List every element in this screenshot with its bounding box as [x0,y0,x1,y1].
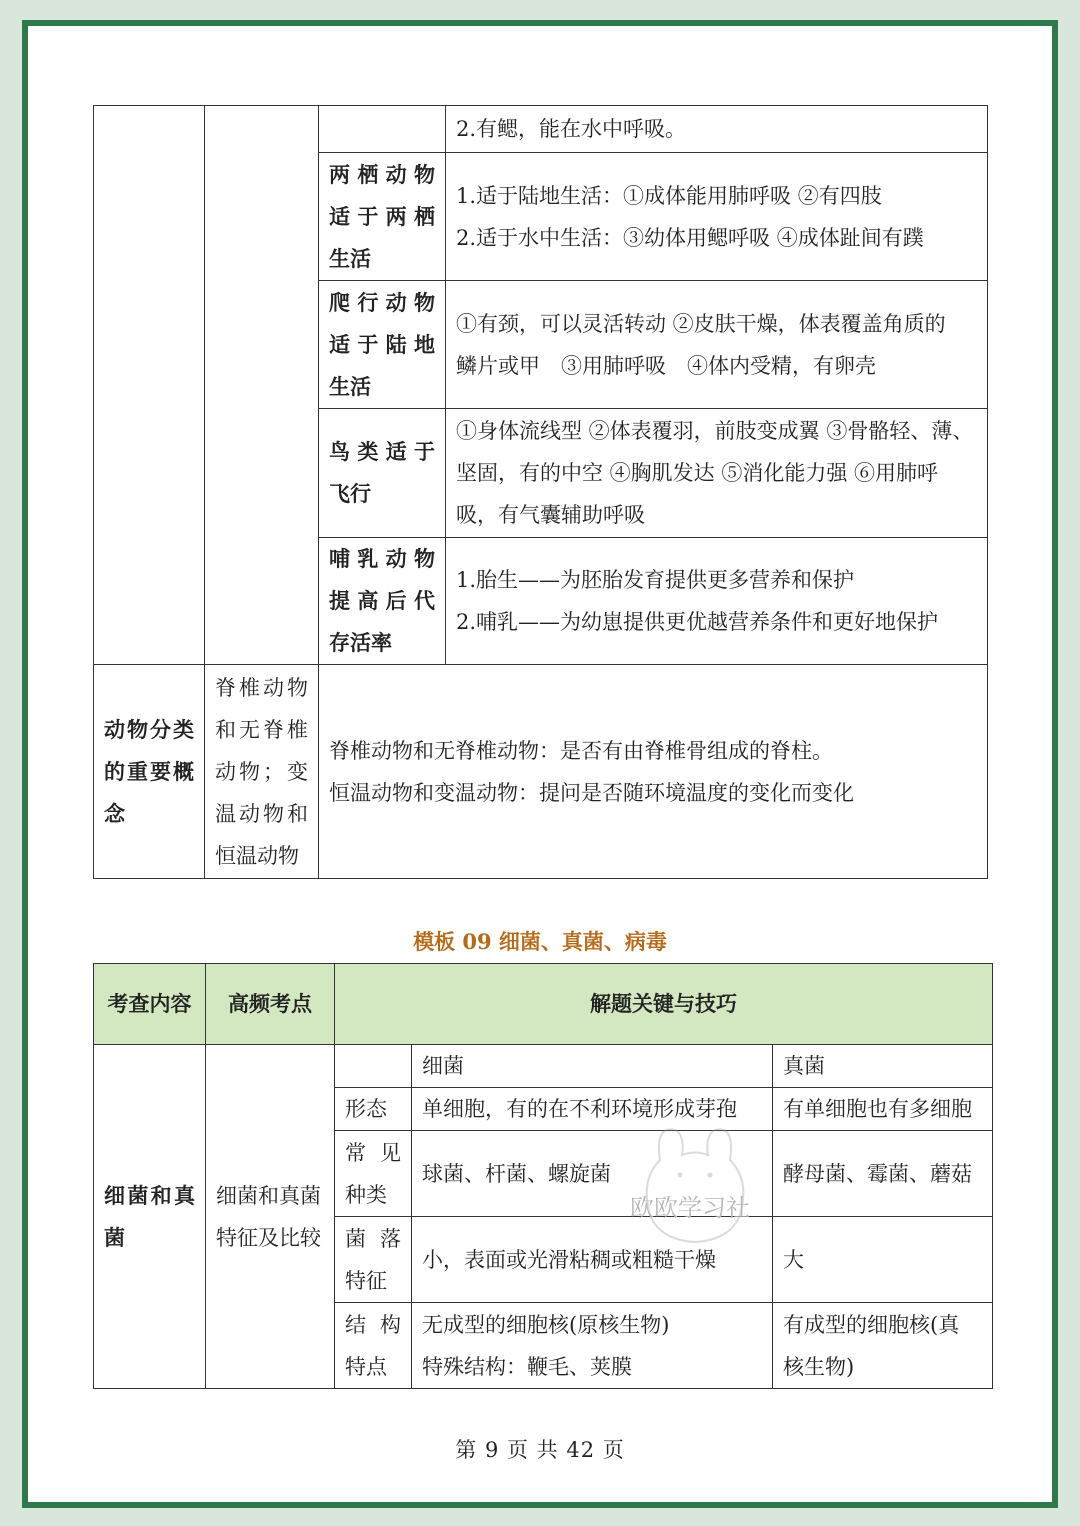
mammal-content: 1.胎生——为胚胎发育提供更多营养和保护 2.哺乳——为幼崽提供更优越营养条件和更好地保护 [446,538,988,665]
mammal-label: 哺乳动物 提高后代 存活率 [319,538,446,665]
point-cell: 细菌和真菌 特征及比较 [206,1045,335,1389]
row-label: 菌落 特征 [335,1217,412,1303]
bird-content: ①身体流线型 ②体表覆羽，前肢变成翼 ③骨骼轻、薄、 坚固，有的中空 ④胸肌发达 ⑤消化能力强 ⑥用肺呼 吸，有气囊辅助呼吸 [446,409,988,538]
header-topic: 考查内容 [94,964,206,1045]
reptile-label: 爬行动物 适于陆地 生活 [319,281,446,409]
col-fungi: 真菌 [773,1045,993,1088]
col-bacteria: 细菌 [412,1045,773,1088]
bacteria-cell: 无成型的细胞核(原核生物) 特殊结构：鞭毛、荚膜 [412,1303,773,1389]
bacteria-fungi-table [93,963,993,1389]
section-title: 模板 09 细菌、真菌、病毒 [413,929,667,954]
header-key: 解题关键与技巧 [335,964,993,1045]
blank-corner [335,1045,412,1088]
classification-topic: 动物分类 的重要概 念 [94,665,205,879]
fish-label-cell [319,106,446,153]
fungi-cell: 有成型的细胞核(真 核生物) [773,1303,993,1389]
watermark-text: 欧欧学习社 [630,1194,750,1222]
row-label: 常见 种类 [335,1131,412,1217]
amphibian-label: 两栖动物 适于两栖 生活 [319,153,446,281]
fungi-cell: 有单细胞也有多细胞 [773,1088,993,1131]
topic-cell: 细菌和真 菌 [94,1045,206,1389]
row-label: 结构 特点 [335,1303,412,1389]
row-label: 形态 [335,1088,412,1131]
classification-content: 脊椎动物和无脊椎动物：是否有由脊椎骨组成的脊柱。 恒温动物和变温动物：提问是否随环境温度的变化而变化 [319,665,988,879]
fish-line-2: 2.有鳃，能在水中呼吸。 [446,106,988,153]
bacteria-cell: 球菌、杆菌、螺旋菌 [412,1131,773,1217]
bacteria-cell: 单细胞，有的在不利环境形成芽孢 [412,1088,773,1131]
watermark-mascot-icon [600,1120,790,1250]
fungi-cell: 酵母菌、霉菌、蘑菇 [773,1131,993,1217]
amphibian-content: 1.适于陆地生活：①成体能用肺呼吸 ②有四肢 2.适于水中生活：③幼体用鳃呼吸 ④成体趾间有蹼 [446,153,988,281]
reptile-content: ①有颈，可以灵活转动 ②皮肤干燥，体表覆盖角质的 鳞片或甲 ③用肺呼吸 ④体内受精，有卵壳 [446,281,988,409]
header-point: 高频考点 [206,964,335,1045]
cont-point-cell [205,106,319,665]
classification-point: 脊椎动物 和无脊椎 动物；变 温动物和 恒温动物 [205,665,319,879]
bacteria-cell: 小，表面或光滑粘稠或粗糙干燥 [412,1217,773,1303]
fungi-cell: 大 [773,1217,993,1303]
animal-adaptation-table [93,105,988,879]
page-number: 第 9 页 共 42 页 [455,1438,625,1462]
bird-label: 鸟类适于 飞行 [319,409,446,538]
cont-topic-cell [94,106,205,665]
